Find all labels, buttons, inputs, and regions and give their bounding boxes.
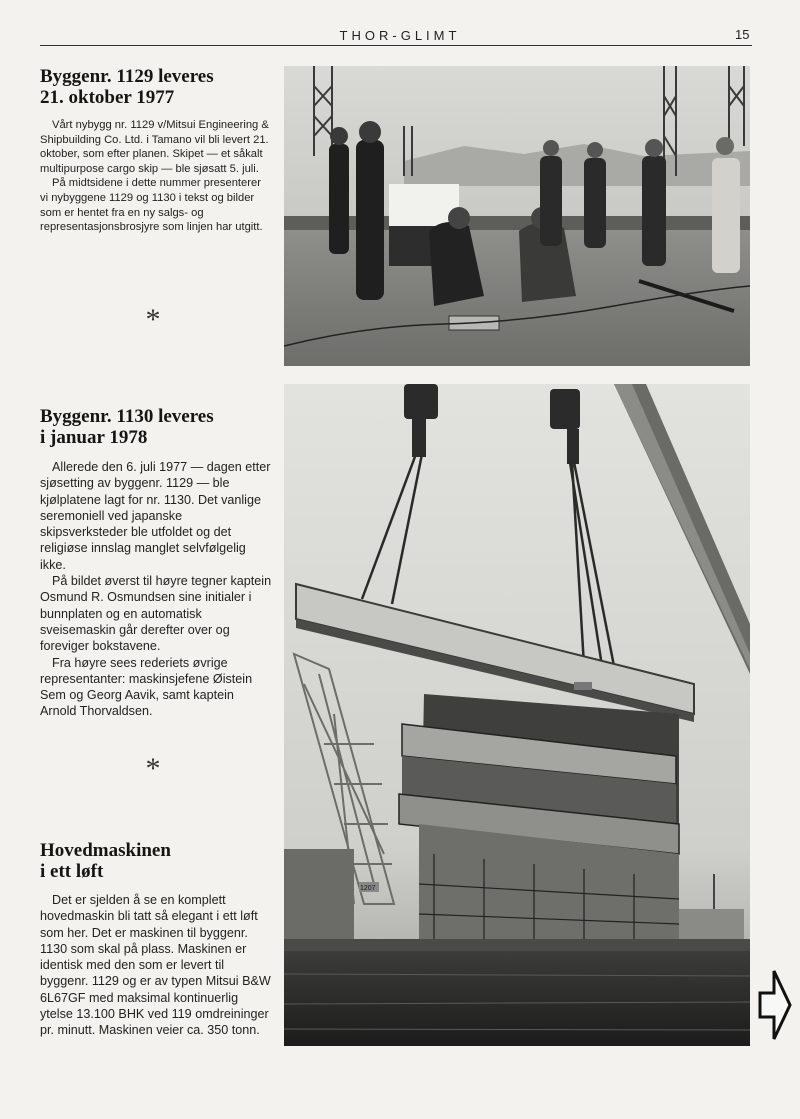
heading-line: 21. oktober 1977	[40, 87, 175, 108]
section-separator: *	[145, 303, 161, 336]
magazine-title: THOR-GLIMT	[339, 28, 461, 43]
article-heading	[40, 406, 272, 448]
heading-line: Byggenr. 1130 leveres	[40, 406, 214, 427]
article-1130	[40, 406, 272, 720]
article-heading	[40, 840, 272, 882]
article-main-engine	[40, 840, 272, 1039]
paragraph: Fra høyre sees rederiets øvrige representanter: maskinsjefene Øistein Sem og Georg Aavik, samt kaptein Arnold Thorvaldsen.	[40, 655, 253, 719]
heading-line: i januar 1978	[40, 427, 148, 448]
article-heading	[40, 66, 272, 108]
paragraph: På bildet øverst til høyre tegner kaptein Osmund R. Osmundsen sine initialer i bunnplaten og en automatisk sveisemaskin går derefter over og foreviger bokstavene.	[40, 574, 272, 654]
paragraph: Det er sjelden å se en komplett hovedmaskin bli tatt så elegant i ett løft som her. Det er maskinen til byggenr. 1130 som skal på plass. Maskinen er identisk med den som er levert til byggenr. 1129 og er av typen Mitsui B&W 6L67GF med maksimal kontinuerlig ytelse 13.100 BHK ved 119 omdreininger pr. minutt. Maskinen veier ca. 350 tonn.	[40, 893, 271, 1038]
heading-line: i ett løft	[40, 861, 104, 882]
right-arrow-icon	[756, 965, 794, 1050]
keel-laying-photo	[284, 66, 750, 366]
ship-marking: 1207	[360, 885, 376, 892]
heading-line: Hovedmaskinen	[40, 840, 171, 861]
heading-line: Byggenr. 1129 leveres	[40, 66, 214, 87]
header-divider	[40, 45, 752, 46]
paragraph: Allerede den 6. juli 1977 — dagen etter sjøsetting av byggenr. 1129 — ble kjølplatene lagt for nr. 1130. Det vanlige seremoniell ved japanske skipsverksteder ble utfoldet og det religiøse innslag manglet selvfølgelig ikke.	[40, 460, 271, 572]
page-number: 15	[735, 27, 750, 42]
paragraph: Vårt nybygg nr. 1129 v/Mitsui Engineering & Shipbuilding Co. Ltd. i Tamano vil bli levert 21. oktober, som efter planen. Skipet — et såkalt multipurpose cargo skip — ble sjøsatt 5. juli.	[40, 119, 269, 175]
article-1129	[40, 66, 272, 235]
paragraph: På midtsidene i dette nummer presenterer vi nybyggene 1129 og 1130 i tekst og bilder som er hentet fra en ny salgs- og representasjonsbrosjyre som linjen har utgitt.	[40, 177, 263, 234]
section-separator: *	[145, 752, 161, 785]
engine-lift-photo	[284, 384, 750, 1046]
